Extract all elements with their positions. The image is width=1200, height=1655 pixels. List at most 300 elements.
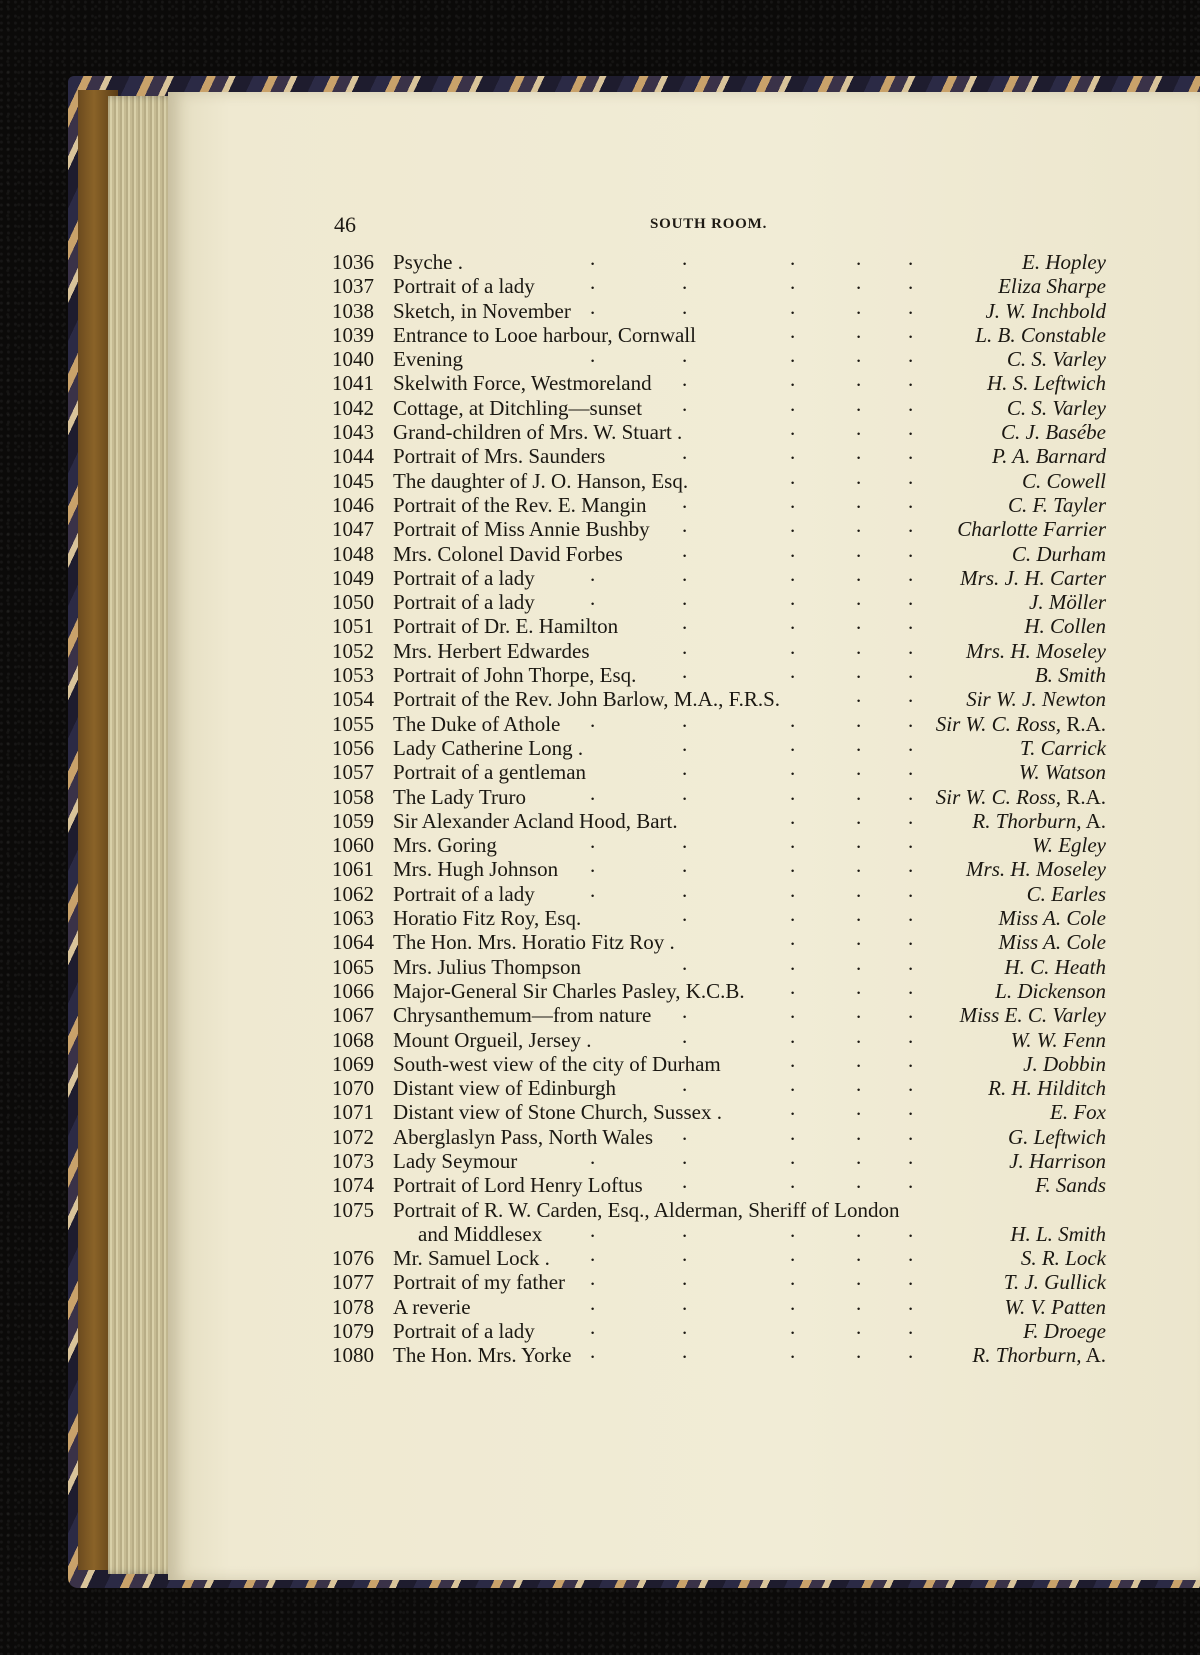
leader-dot: . — [590, 343, 596, 368]
catalogue-entry — [0, 829, 1200, 858]
leader-dot: . — [856, 1096, 862, 1121]
entry-number: 1060 — [332, 833, 374, 858]
entry-title: Lady Seymour — [393, 1148, 518, 1173]
artist-name: B. Smith — [1034, 663, 1106, 688]
entry-artist — [985, 299, 1106, 323]
entry-artist — [1001, 420, 1106, 444]
entry-title: Portrait of Dr. E. Hamilton — [393, 614, 619, 639]
entry-number: 1056 — [332, 735, 374, 760]
leader-dot: . — [908, 1144, 914, 1169]
leader-dot: . — [856, 756, 862, 781]
leader-dot: . — [856, 488, 862, 513]
leader-dot: . — [856, 537, 862, 562]
leader-dot: . — [856, 853, 862, 878]
leader-dot: . — [590, 1339, 596, 1364]
entry-artist — [1023, 1052, 1106, 1076]
artist-name: C. F. Tayler — [1007, 492, 1106, 517]
entry-title: Mr. Samuel Lock . — [393, 1246, 550, 1271]
entry-artist — [1020, 736, 1106, 760]
artist-name: W. Egley — [1032, 833, 1106, 858]
entry-title: Portrait of a lady — [393, 881, 535, 906]
leader-dot: . — [590, 270, 596, 295]
entry-number: 1036 — [332, 250, 374, 274]
leader-dot: . — [590, 586, 596, 611]
leader-dot: . — [856, 926, 862, 951]
leader-dot: . — [790, 1047, 796, 1072]
entry-artist — [1007, 347, 1106, 371]
entry-title: Portrait of Miss Annie Bushby — [393, 517, 650, 542]
artist-name: F. Sands — [1035, 1173, 1106, 1198]
leader-dot: . — [856, 440, 862, 465]
leader-dot: . — [790, 1217, 796, 1242]
leader-dot: . — [908, 1242, 914, 1267]
leader-dot: . — [790, 513, 796, 538]
leader-dot: . — [682, 1315, 688, 1340]
artist-name: Miss E. C. Varley — [959, 1003, 1106, 1028]
catalogue-entry — [0, 1217, 1200, 1246]
entry-title: Chrysanthemum—from nature — [393, 1003, 652, 1028]
leader-dot: . — [790, 1096, 796, 1121]
leader-dot: . — [790, 1290, 796, 1315]
leader-dot: . — [856, 464, 862, 489]
entry-number: 1040 — [332, 347, 374, 372]
entry-artist — [975, 323, 1106, 347]
entry-artist — [1012, 542, 1106, 566]
leader-dot: . — [856, 707, 862, 732]
entry-title: Sir Alexander Acland Hood, Bart. — [393, 808, 678, 833]
artist-name: R. H. Hilditch — [988, 1076, 1106, 1101]
entry-artist — [998, 274, 1106, 298]
entry-title: Aberglaslyn Pass, North Wales — [393, 1124, 654, 1149]
leader-dot: . — [682, 343, 688, 368]
entry-number: 1050 — [332, 590, 374, 615]
entry-number: 1048 — [332, 541, 374, 566]
leader-dot: . — [790, 707, 796, 732]
entry-number: 1049 — [332, 565, 374, 590]
leader-dot: . — [790, 902, 796, 927]
leader-dot: . — [790, 1339, 796, 1364]
leader-dot: . — [590, 1144, 596, 1169]
entry-artist — [1035, 663, 1106, 687]
entry-title: Portrait of a lady — [393, 1319, 535, 1344]
artist-name: H. L. Smith — [1010, 1221, 1106, 1246]
catalogue-entry — [0, 683, 1200, 712]
leader-dot: . — [682, 950, 688, 975]
entry-artist — [1019, 760, 1106, 784]
artist-name: G. Leftwich — [1008, 1124, 1106, 1149]
leader-dot: . — [856, 1290, 862, 1315]
entry-artist — [1021, 1246, 1106, 1270]
entry-artist — [1009, 1149, 1106, 1173]
entry-title: Cottage, at Ditchling—sunset — [393, 395, 643, 420]
entry-artist — [1004, 1270, 1106, 1294]
leader-dot: . — [790, 731, 796, 756]
entry-number: 1044 — [332, 444, 374, 469]
entry-artist — [957, 517, 1106, 541]
entry-artist — [936, 785, 1106, 809]
entry-title: The Hon. Mrs. Yorke — [393, 1343, 572, 1368]
leader-dot: . — [682, 561, 688, 586]
entry-title: Portrait of a lady — [393, 274, 535, 299]
entry-title: Horatio Fitz Roy, Esq. — [393, 906, 582, 931]
leader-dot: . — [856, 1315, 862, 1340]
entry-artist — [936, 712, 1106, 736]
artist-name: J. Dobbin — [1023, 1051, 1106, 1076]
leader-dot: . — [908, 294, 914, 319]
catalogue-entry — [0, 999, 1200, 1028]
leader-dot: . — [856, 950, 862, 975]
catalogue-entry — [0, 270, 1200, 299]
leader-dot: . — [682, 1290, 688, 1315]
leader-dot: . — [908, 488, 914, 513]
entry-title: Portrait of Mrs. Saunders — [393, 444, 606, 469]
catalogue-entry — [0, 756, 1200, 785]
leader-dot: . — [790, 829, 796, 854]
entry-number: 1052 — [332, 638, 374, 663]
leader-dot: . — [908, 902, 914, 927]
entry-number: 1067 — [332, 1003, 374, 1028]
leader-dot: . — [908, 926, 914, 951]
leader-dot: . — [790, 318, 796, 343]
entry-title: Portrait of a gentleman — [393, 760, 587, 785]
entry-artist — [1008, 493, 1106, 517]
artist-name: T. J. Gullick — [1003, 1270, 1106, 1295]
entry-number: 1059 — [332, 808, 374, 833]
entry-number: 1047 — [332, 517, 374, 542]
leader-dot: . — [790, 586, 796, 611]
leader-dot: . — [856, 1217, 862, 1242]
catalogue-entry — [0, 974, 1200, 1003]
entry-artist — [1029, 590, 1106, 614]
catalogue-entry — [0, 659, 1200, 688]
leader-dot: . — [856, 270, 862, 295]
entry-title: Mrs. Goring — [393, 833, 497, 858]
leader-dot: . — [856, 683, 862, 708]
entry-title: Portrait of a lady — [393, 590, 535, 615]
leader-dot: . — [790, 1169, 796, 1194]
entry-title: Mrs. Hugh Johnson — [393, 857, 559, 882]
leader-dot: . — [790, 634, 796, 659]
entry-title: Lady Catherine Long . — [393, 735, 584, 760]
entry-number: 1063 — [332, 906, 374, 931]
leader-dot: . — [790, 391, 796, 416]
entry-number: 1078 — [332, 1294, 374, 1319]
entry-artist — [998, 906, 1106, 930]
leader-dot: . — [790, 659, 796, 684]
leader-dot: . — [682, 537, 688, 562]
leader-dot: . — [908, 318, 914, 343]
entry-number: 1045 — [332, 468, 374, 493]
catalogue-entry — [0, 246, 1200, 274]
leader-dot: . — [908, 974, 914, 999]
catalogue-entry — [0, 1315, 1200, 1344]
leader-dot: . — [908, 246, 914, 270]
artist-name: E. Fox — [1050, 1100, 1106, 1125]
entry-title: and Middlesex — [418, 1221, 543, 1246]
entry-title: Entrance to Looe harbour, Cornwall — [393, 322, 696, 347]
artist-suffix: R.A. — [1061, 711, 1106, 736]
leader-dot: . — [682, 488, 688, 513]
catalogue-entry — [0, 1198, 1200, 1222]
catalogue-entry — [0, 586, 1200, 615]
leader-dot: . — [908, 877, 914, 902]
entry-artist — [1011, 1028, 1106, 1052]
leader-dot: . — [908, 707, 914, 732]
entry-title: Distant view of Edinburgh — [393, 1076, 617, 1101]
leader-dot: . — [908, 391, 914, 416]
catalogue-entry — [0, 1242, 1200, 1271]
entry-number: 1061 — [332, 857, 374, 882]
entry-artist — [1022, 250, 1106, 274]
catalogue-entry — [0, 464, 1200, 493]
leader-dot: . — [856, 367, 862, 392]
leader-dot: . — [908, 634, 914, 659]
leader-dot: . — [790, 1242, 796, 1267]
entry-number: 1043 — [332, 420, 374, 445]
leader-dot: . — [590, 707, 596, 732]
entry-number: 1079 — [332, 1319, 374, 1344]
leader-dot: . — [908, 513, 914, 538]
leader-dot: . — [856, 1047, 862, 1072]
catalogue-entry — [0, 561, 1200, 590]
leader-dot: . — [682, 707, 688, 732]
leader-dot: . — [682, 1266, 688, 1291]
leader-dot: . — [590, 1315, 596, 1340]
leader-dot: . — [682, 586, 688, 611]
catalogue-entry — [0, 1047, 1200, 1076]
leader-dot: . — [682, 731, 688, 756]
leader-dot: . — [790, 926, 796, 951]
leader-dot: . — [908, 853, 914, 878]
catalogue-entry — [0, 513, 1200, 542]
leader-dot: . — [856, 804, 862, 829]
entry-title: Psyche . — [393, 250, 463, 274]
entry-artist — [1004, 1295, 1106, 1319]
leader-dot: . — [790, 780, 796, 805]
leader-dot: . — [908, 659, 914, 684]
leader-dot: . — [856, 634, 862, 659]
entry-number: 1068 — [332, 1027, 374, 1052]
artist-name: Mrs. H. Moseley — [966, 638, 1106, 663]
leader-dot: . — [682, 610, 688, 635]
leader-dot: . — [790, 610, 796, 635]
entry-number: 1051 — [332, 614, 374, 639]
leader-dot: . — [908, 1023, 914, 1048]
artist-name: L. B. Constable — [975, 322, 1106, 347]
entry-title: Mrs. Herbert Edwardes — [393, 638, 590, 663]
catalogue-entry — [0, 1339, 1200, 1368]
entry-number: 1071 — [332, 1100, 374, 1125]
leader-dot: . — [682, 1169, 688, 1194]
leader-dot: . — [908, 440, 914, 465]
leader-dot: . — [908, 416, 914, 441]
leader-dot: . — [908, 999, 914, 1024]
leader-dot: . — [908, 804, 914, 829]
leader-dot: . — [856, 586, 862, 611]
artist-name: C. J. Basébe — [1001, 420, 1106, 445]
leader-dot: . — [790, 1266, 796, 1291]
catalogue-entry — [0, 804, 1200, 833]
artist-name: Sir W. C. Ross, — [935, 784, 1062, 809]
entry-artist — [966, 687, 1106, 711]
entry-artist — [960, 566, 1106, 590]
leader-dot: . — [790, 561, 796, 586]
artist-name: J. W. Inchbold — [985, 298, 1106, 323]
leader-dot: . — [908, 780, 914, 805]
entry-number: 1057 — [332, 760, 374, 785]
leader-dot: . — [856, 1339, 862, 1364]
entry-number: 1037 — [332, 274, 374, 299]
artist-name: C. Earles — [1026, 881, 1106, 906]
artist-name: C. Durham — [1011, 541, 1106, 566]
leader-dot: . — [590, 561, 596, 586]
entry-number: 1054 — [332, 687, 374, 712]
entry-title: Distant view of Stone Church, Sussex . — [393, 1100, 722, 1125]
leader-dot: . — [790, 270, 796, 295]
leader-dot: . — [856, 1242, 862, 1267]
leader-dot: . — [790, 1120, 796, 1145]
leader-dot: . — [790, 246, 796, 270]
catalogue-entry — [0, 926, 1200, 955]
leader-dot: . — [856, 1023, 862, 1048]
leader-dot: . — [590, 1290, 596, 1315]
leader-dot: . — [682, 853, 688, 878]
leader-dot: . — [908, 270, 914, 295]
entry-number: 1062 — [332, 881, 374, 906]
catalogue-entry — [0, 294, 1200, 323]
catalogue-entry — [0, 731, 1200, 760]
leader-dot: . — [908, 610, 914, 635]
entry-number: 1055 — [332, 711, 374, 736]
entry-title: Portrait of the Rev. John Barlow, M.A., F.R.S. — [393, 687, 781, 712]
entry-title: Mount Orgueil, Jersey . — [393, 1027, 592, 1052]
leader-dot: . — [856, 391, 862, 416]
leader-dot: . — [790, 756, 796, 781]
page-header — [0, 212, 1200, 242]
leader-dot: . — [908, 1072, 914, 1097]
leader-dot: . — [682, 246, 688, 270]
leader-dot: . — [856, 1120, 862, 1145]
entry-artist — [1023, 1319, 1106, 1343]
leader-dot: . — [682, 270, 688, 295]
leader-dot: . — [682, 1144, 688, 1169]
catalogue-entry — [0, 610, 1200, 639]
catalogue-entry — [0, 780, 1200, 809]
leader-dot: . — [682, 999, 688, 1024]
leader-dot: . — [908, 464, 914, 489]
leader-dot: . — [908, 561, 914, 586]
leader-dot: . — [790, 999, 796, 1024]
leader-dot: . — [682, 1072, 688, 1097]
leader-dot: . — [790, 853, 796, 878]
leader-dot: . — [790, 804, 796, 829]
leader-dot: . — [856, 1072, 862, 1097]
catalogue-entry — [0, 318, 1200, 347]
leader-dot: . — [790, 440, 796, 465]
artist-name: Mrs. H. Moseley — [966, 857, 1106, 882]
leader-dot: . — [790, 343, 796, 368]
leader-dot: . — [908, 683, 914, 708]
leader-dot: . — [790, 1072, 796, 1097]
leader-dot: . — [856, 1144, 862, 1169]
entry-artist — [1050, 1100, 1106, 1124]
entry-title: Evening — [393, 347, 463, 372]
leader-dot: . — [856, 877, 862, 902]
leader-dot: . — [790, 1315, 796, 1340]
leader-dot: . — [682, 367, 688, 392]
entry-number: 1038 — [332, 298, 374, 323]
entry-artist — [1035, 1173, 1106, 1197]
entry-artist — [1022, 469, 1106, 493]
leader-dot: . — [790, 294, 796, 319]
leader-dot: . — [682, 756, 688, 781]
entry-artist — [972, 809, 1106, 833]
entry-title: The Lady Truro — [393, 784, 526, 809]
catalogue-entry — [0, 1072, 1200, 1101]
leader-dot: . — [908, 1047, 914, 1072]
entry-artist — [960, 1003, 1106, 1027]
catalogue-entry — [0, 1290, 1200, 1319]
catalogue-entry — [0, 1023, 1200, 1052]
leader-dot: . — [790, 877, 796, 902]
leader-dot: . — [908, 343, 914, 368]
catalogue-entry — [0, 1120, 1200, 1149]
entry-artist — [1032, 833, 1106, 857]
leader-dot: . — [682, 1120, 688, 1145]
entry-number: 1073 — [332, 1148, 374, 1173]
leader-dot: . — [682, 780, 688, 805]
leader-dot: . — [908, 950, 914, 975]
leader-dot: . — [590, 246, 596, 270]
artist-name: T. Carrick — [1020, 735, 1106, 760]
leader-dot: . — [908, 1096, 914, 1121]
artist-name: H. C. Heath — [1004, 954, 1106, 979]
entry-number: 1064 — [332, 930, 374, 955]
leader-dot: . — [856, 659, 862, 684]
leader-dot: . — [908, 1290, 914, 1315]
leader-dot: . — [908, 756, 914, 781]
entry-number: 1069 — [332, 1051, 374, 1076]
leader-dot: . — [908, 367, 914, 392]
leader-dot: . — [856, 731, 862, 756]
entry-title: South-west view of the city of Durham — [393, 1051, 721, 1076]
leader-dot: . — [856, 416, 862, 441]
catalogue-entry — [0, 391, 1200, 420]
artist-name: J. Harrison — [1009, 1148, 1106, 1173]
leader-dot: . — [908, 1266, 914, 1291]
entry-title: Mrs. Julius Thompson — [393, 954, 582, 979]
catalogue-entry — [0, 853, 1200, 882]
catalogue-entry — [0, 877, 1200, 906]
leader-dot: . — [682, 294, 688, 319]
entry-number: 1066 — [332, 978, 374, 1003]
artist-suffix: A. — [1081, 1343, 1106, 1368]
artist-name: Miss A. Cole — [998, 906, 1106, 931]
artist-name: C. S. Varley — [1006, 395, 1106, 420]
entry-title: A reverie — [393, 1294, 471, 1319]
leader-dot: . — [908, 1339, 914, 1364]
catalogue-entry — [0, 707, 1200, 736]
catalogue-entry — [0, 950, 1200, 979]
leader-dot: . — [682, 391, 688, 416]
catalogue-entry — [0, 1096, 1200, 1125]
entry-number: 1041 — [332, 371, 374, 396]
leader-dot: . — [590, 1266, 596, 1291]
artist-suffix: A. — [1081, 808, 1106, 833]
entry-title: Portrait of a lady — [393, 565, 535, 590]
artist-name: W. W. Fenn — [1010, 1027, 1106, 1052]
leader-dot: . — [682, 1242, 688, 1267]
